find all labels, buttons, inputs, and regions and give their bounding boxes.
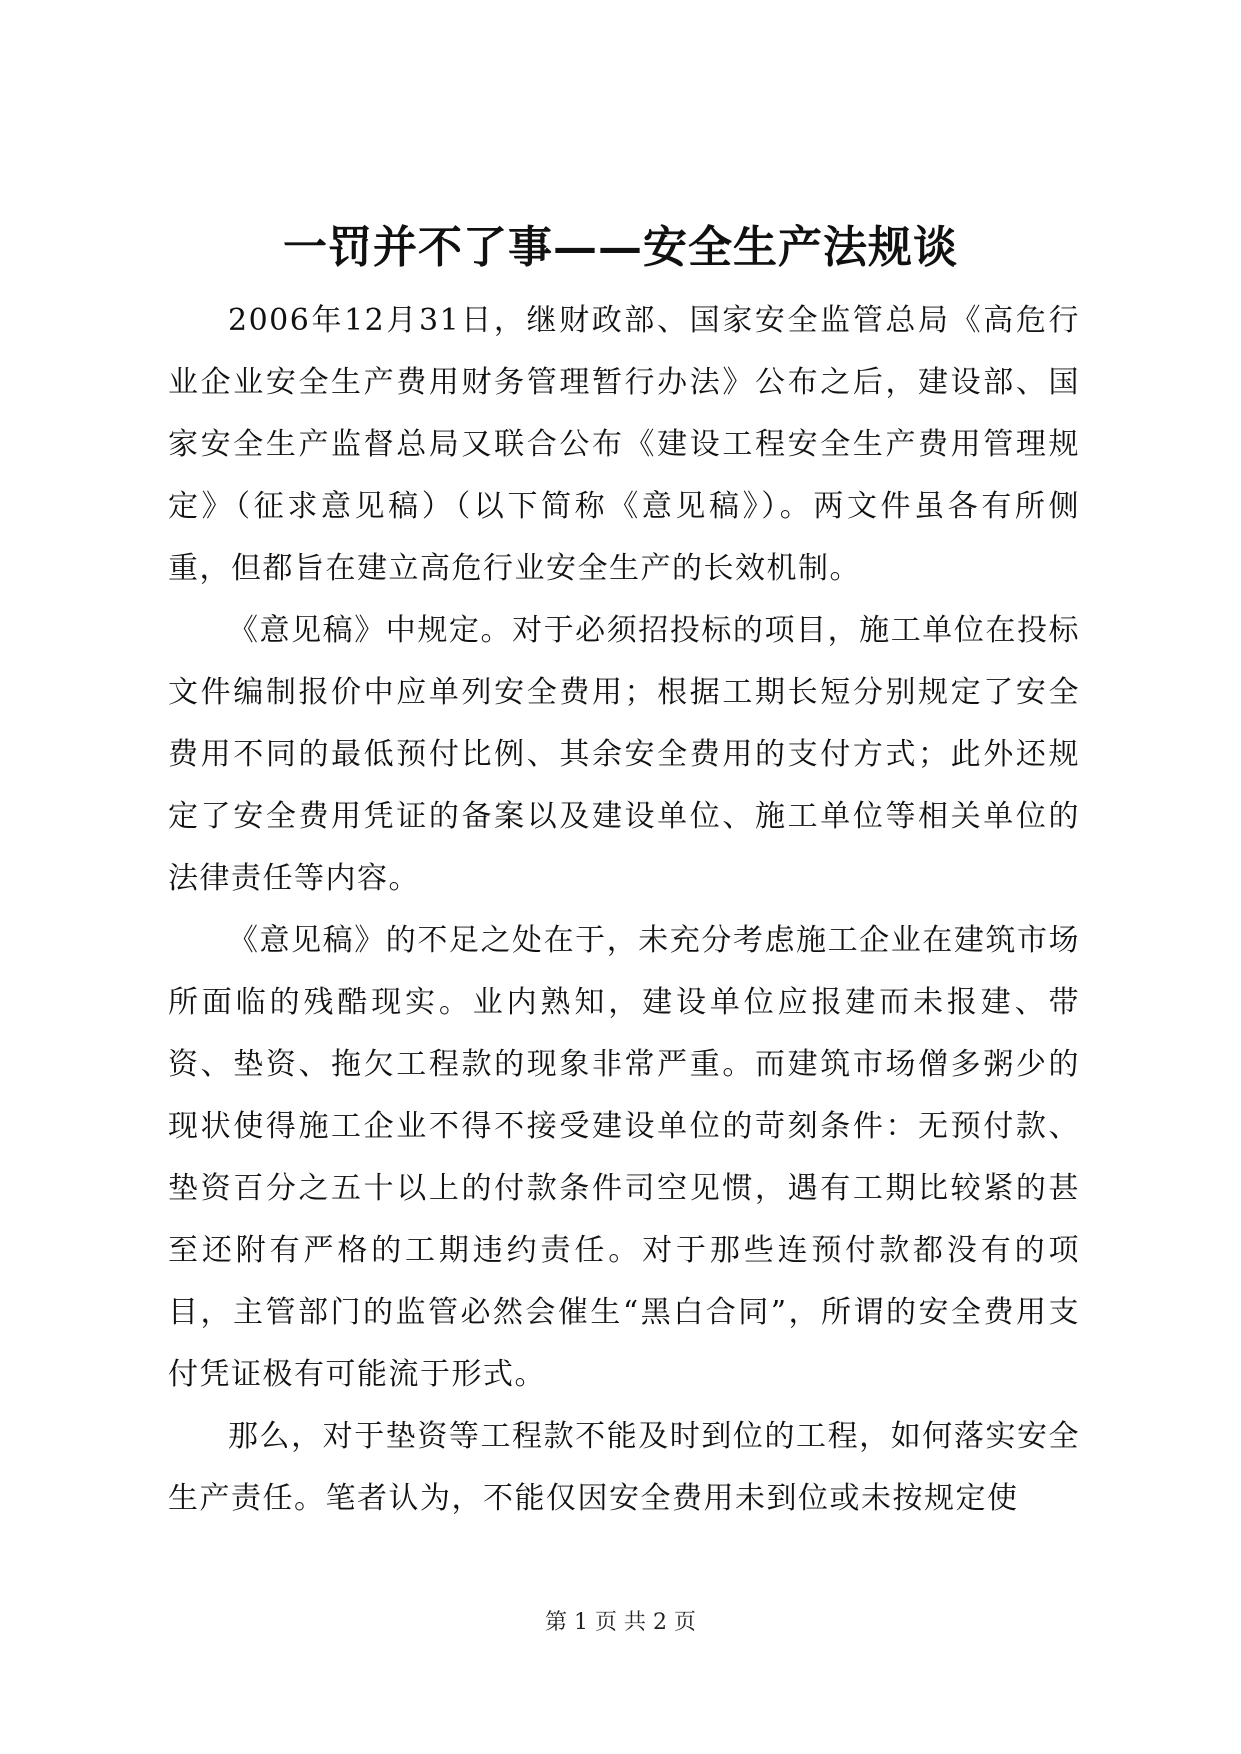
paragraph-3: 《意见稿》的不足之处在于，未充分考虑施工企业在建筑市场所面临的残酷现实。业内熟知，建设单位应报建而未报建、带资、垫资、拖欠工程款的现象非常严重。而建筑市场僧多粥少的现状使得施工企业不得不接受建设单位的苛刻条件：无预付款、垫资百分之五十以上的付款条件司空见惯，遇有工期比较紧的甚至还附有严格的工期违约责任。对于那些连预付款都没有的项目，主管部门的监管必然会催生“黑白合同”，所谓的安全费用支付凭证极有可能流于形式。 <box>168 923 1080 1392</box>
document-title: 一罚并不了事——安全生产法规谈 <box>283 222 958 273</box>
document-body <box>168 290 1080 1530</box>
paragraph-1: 2006年12月31日，继财政部、国家安全监管总局《高危行业企业安全生产费用财务管理暂行办法》公布之后，建设部、国家安全生产监督总局又联合公布《建设工程安全生产费用管理规定》（征求意见稿）（以下简称《意见稿》）。两文件虽各有所侧重，但都旨在建立高危行业安全生产的长效机制。 <box>168 303 1080 586</box>
paragraph-2: 《意见稿》中规定。对于必须招投标的项目，施工单位在投标文件编制报价中应单列安全费用；根据工期长短分别规定了安全费用不同的最低预付比例、其余安全费用的支付方式；此外还规定了安全费用凭证的备案以及建设单位、施工单位等相关单位的法律责任等内容。 <box>168 613 1080 896</box>
page-footer: 第 1 页 共 2 页 <box>545 1610 696 1635</box>
paragraph-4: 那么，对于垫资等工程款不能及时到位的工程，如何落实安全生产责任。笔者认为，不能仅因安全费用未到位或未按规定使 <box>168 1419 1080 1516</box>
